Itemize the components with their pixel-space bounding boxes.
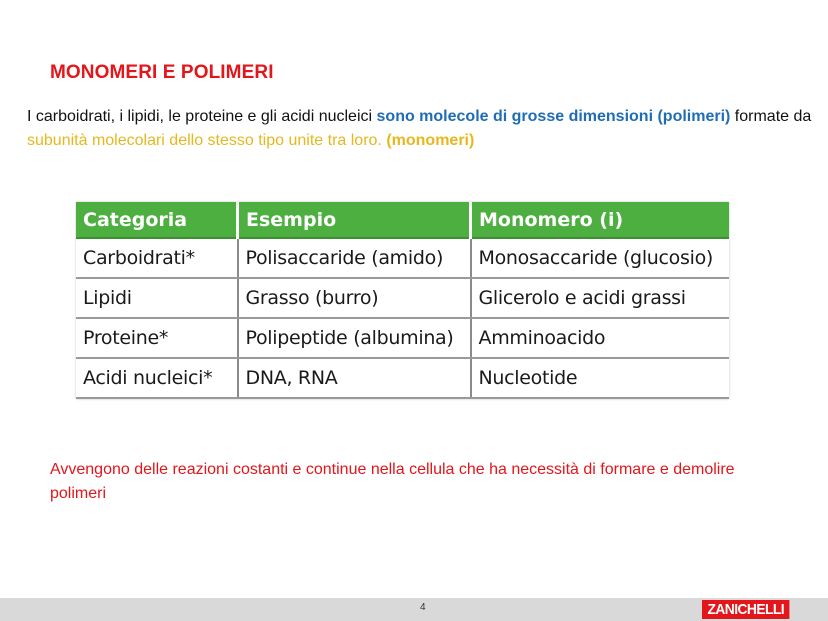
intro-highlight-monomeri: (monomeri) [386, 132, 475, 149]
monomer-polymer-table [76, 202, 729, 399]
intro-text: I carboidrati, i lipidi, le proteine e gli acidi nucleici [27, 108, 377, 125]
table-cell-category: Carboidrati* [76, 238, 238, 278]
table-cell-monomer: Monosaccaride (glucosio) [471, 238, 730, 278]
table-cell-category: Proteine* [76, 318, 238, 358]
intro-highlight-polimeri: sono molecole di grosse dimensioni (polimeri) [376, 108, 731, 125]
table-header-row [76, 202, 729, 238]
slide-title: MONOMERI E POLIMERI [50, 62, 274, 83]
slide-footer [0, 598, 828, 621]
intro-paragraph [27, 105, 817, 153]
column-header-categoria: Categoria [76, 202, 238, 238]
page-number: 4 [420, 602, 426, 613]
column-header-monomero: Monomero (i) [471, 202, 730, 238]
zanichelli-logo: ZANICHELLI [702, 600, 790, 619]
table-cell-monomer: Nucleotide [471, 358, 730, 398]
intro-highlight-subunita: subunità molecolari dello stesso tipo unite tra loro. [27, 132, 382, 149]
table-row [76, 238, 729, 278]
intro-text: formate da [730, 108, 812, 125]
column-header-esempio: Esempio [238, 202, 471, 238]
table-cell-category: Lipidi [76, 278, 238, 318]
table-row [76, 358, 729, 398]
cell-reactions-note: Avvengono delle reazioni costanti e continue nella cellula che ha necessità di formare e demolire polimeri [50, 461, 735, 502]
table-cell-category: Acidi nucleici* [76, 358, 238, 398]
table-cell-monomer: Glicerolo e acidi grassi [471, 278, 730, 318]
table-cell-monomer: Amminoacido [471, 318, 730, 358]
table-cell-example: Polipeptide (albumina) [238, 318, 471, 358]
table-row [76, 278, 729, 318]
table-cell-example: DNA, RNA [238, 358, 471, 398]
table-row [76, 318, 729, 358]
table-cell-example: Grasso (burro) [238, 278, 471, 318]
table-cell-example: Polisaccaride (amido) [238, 238, 471, 278]
